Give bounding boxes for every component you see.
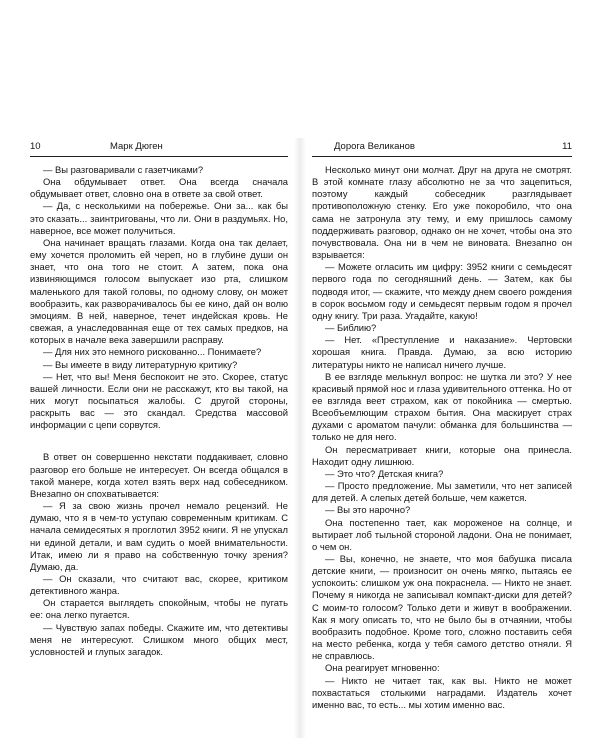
right-page-text xyxy=(312,164,572,711)
right-page xyxy=(312,138,572,733)
left-running-head xyxy=(30,138,288,157)
left-page-number: 10 xyxy=(30,141,41,152)
paragraph: — Нет. «Преступление и наказание». Чертовски хорошая книга. Правда. Думаю, за всю историю литературы никто не написал ничего лучше. xyxy=(312,334,572,370)
right-running-title: Дорога Великанов xyxy=(334,141,415,152)
right-page-number: 11 xyxy=(562,141,572,152)
right-running-head xyxy=(312,138,572,157)
paragraph: — Да, с несколькими на побережье. Они за... как бы это сказать... заинтригованы, что ли. Они в раздумьях. Но, наверное, все может получиться. xyxy=(30,200,288,236)
paragraph: Несколько минут они молчат. Друг на друга не смотрят. В этой комнате глазу абсолютно не за что зацепиться, поэтому каждый собеседник разглядывает противоположную стенку. Его уже покоробило, что она сама не затронула эту тему, и ему пришлось самому поддерживать разговор, однако он не хочет, чтобы она это почувствовала. Она ни в чем не виновата. Внезапно он взрывается: xyxy=(312,164,572,261)
paragraph: — Нет, что вы! Меня беспокоит не это. Скорее, статус вашей личности. Если они не расскажут, кто вы такой, на них могут посыпаться жалобы. С другой стороны, раскрыть вас — это скандал. Средства массовой информации с цепи сорвутся. xyxy=(30,370,288,431)
left-running-title: Марк Дюген xyxy=(110,141,163,152)
paragraph: — Это что? Детская книга? xyxy=(325,467,444,479)
paragraph: Она постепенно тает, как мороженое на солнце, и вытирает лоб тыльной стороной ладони. Она не понимает, о чем он. xyxy=(312,516,572,552)
paragraph: Она начинает вращать глазами. Когда она так делает, ему хочется проломить ей череп, но в глубине души он знает, что она того не стоит. А затем, пока она извиняющимся голосом выпускает изо рта, слишком маленького для такой головы, по одному слову, он может вообразить, как разворачивалось бы ее кино, дай он волю эмоциям. В ней, наверное, течет индейская кровь. Не свежая, а унаследованная еще от тех самых предков, на которых в начале века завершили расправу. xyxy=(30,236,288,346)
paragraph: — Библию? xyxy=(325,322,377,334)
paragraph: — Для них это немного рискованно... Понимаете? xyxy=(43,346,262,358)
book-gutter xyxy=(294,138,306,738)
paragraph: — Вы, конечно, не знаете, что моя бабушка писала детские книги, — произносит он очень мягко, пытаясь ее успокоить: слишком уж она покраснела. — Никто не знает. Почему я никогда не записывал компакт-диски для детей? С моим-то голосом? Только дети и живут в воображении. Как я могу описать то, что не было бы в отчаянии, чтобы вообразить подобное. Кроме того, сложно поставить себя на место ребенка, когда у тебя самого детство отняли. Я не справлюсь. xyxy=(312,553,572,662)
section-break xyxy=(30,431,288,451)
paragraph: В ответ он совершенно некстати поддакивает, словно разговор его больше не интересует. Он всегда общался в такой манере, когда хотел взять верх над собеседником. Внезапно он спохватывается: xyxy=(30,451,288,499)
paragraph: — Чувствую запах победы. Скажите им, что детективы меня не интересуют. Слишком много общих мест, условностей и глупых загадок. xyxy=(30,621,288,657)
paragraph: — Никто не читает так, как вы. Никто не может похвастаться столькими наградами. Издатель хочет именно вас, то есть... мы хотим именно вас. xyxy=(312,674,572,710)
paragraph: — Вы это нарочно? xyxy=(325,504,411,516)
paragraph: — Я за свою жизнь прочел немало рецензий. Не думаю, что я в чем-то уступаю современным критикам. С начала семидесятых я проглотил 3952 книги. Я не упускал ни единой детали, и вам судить о моей внимательности. Итак, имею ли я право на собственную точку зрения? Думаю, да. xyxy=(30,500,288,572)
paragraph: — Можете огласить им цифру: 3952 книги с семьдесят первого года по сегодняшний день. — Затем, как бы подводя итог, — скажите, что между днем своего рождения в сорок восьмом году и семьдесят первым годом я прочел одну книгу. Три раза. Угадайте, какую! xyxy=(312,261,572,321)
paragraph: Она реагирует мгновенно: xyxy=(325,662,440,674)
paragraph: Он старается выглядеть спокойным, чтобы не пугать ее: она легко пугается. xyxy=(30,597,288,621)
paragraph: Он пересматривает книги, которые она принесла. Находит одну лишнюю. xyxy=(312,443,572,467)
left-page xyxy=(30,138,288,733)
left-page-text xyxy=(30,164,288,658)
paragraph: В ее взгляде мелькнул вопрос: не шутка ли это? У нее красивый прямой нос и глаза удивительного оттенка. Но от ее взгляда веет страхом, как от покойника — смертью. Всеобъемлющим страхом бытия. Она маскирует страх духами с ароматом пачули: обманка для большинства — только не для него. xyxy=(312,370,572,443)
paragraph: Она обдумывает ответ. Она всегда сначала обдумывает ответ, словно она в ответе за свой ответ. xyxy=(30,176,288,200)
paragraph: — Вы разговаривали с газетчиками? xyxy=(43,164,204,175)
paragraph: — Просто предложение. Мы заметили, что нет записей для детей. А слепых детей больше, чем кажется. xyxy=(312,480,572,504)
paragraph: — Он сказали, что считают вас, скорее, критиком детективного жанра. xyxy=(30,573,288,597)
paragraph: — Вы имеете в виду литературную критику? xyxy=(43,358,238,370)
